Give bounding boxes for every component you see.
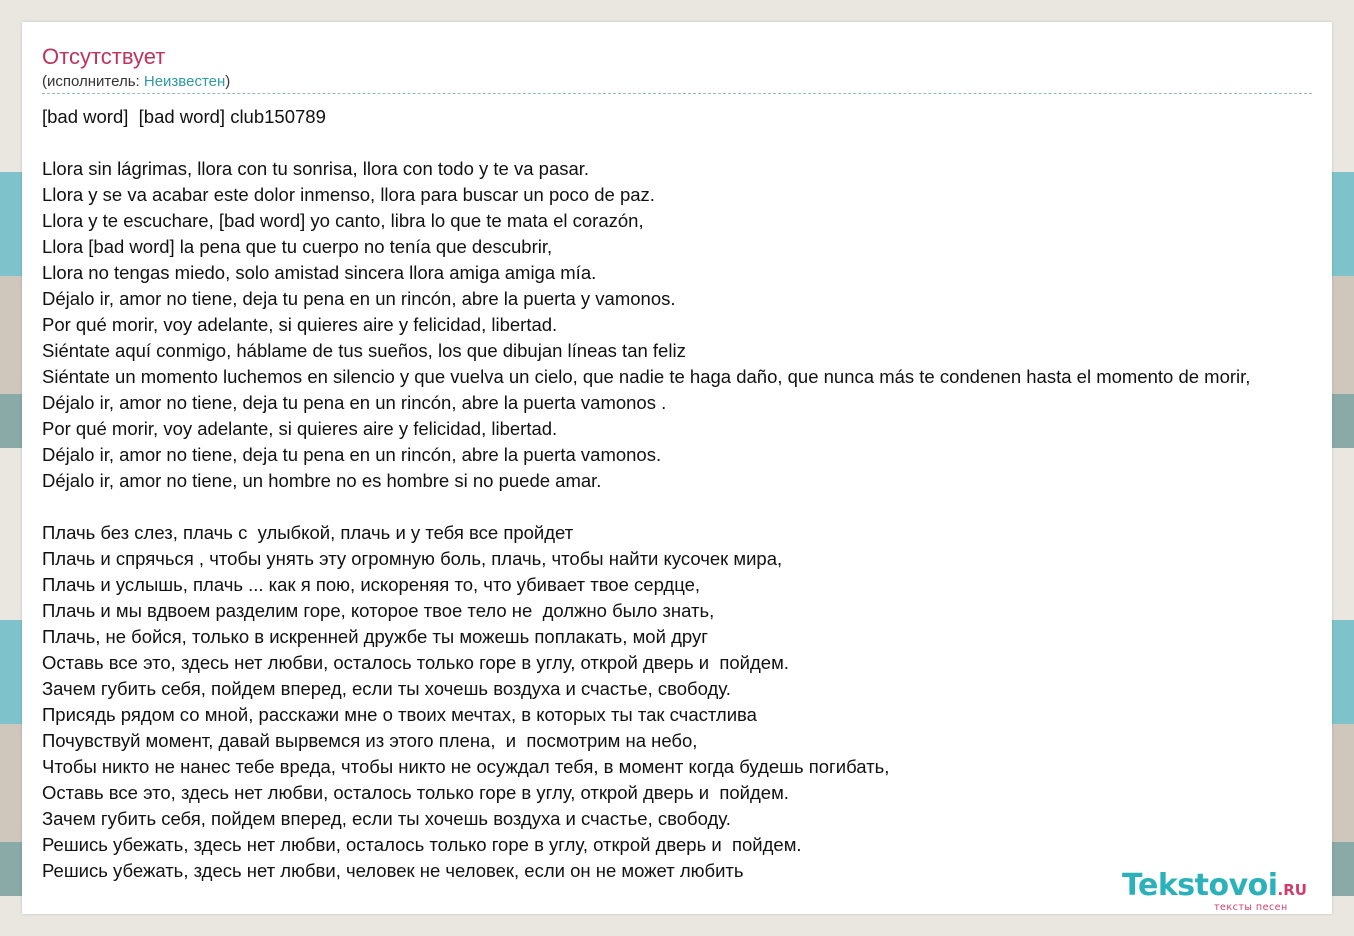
lyric-line: Почувствуй момент, давай вырвемся из этого плена, и посмотрим на небо,: [42, 730, 698, 751]
lyric-line: Siéntate aquí conmigo, háblame de tus sueños, los que dibujan líneas tan feliz: [42, 340, 686, 361]
song-title: Отсутствует: [42, 44, 166, 69]
lyric-line: Решись убежать, здесь нет любви, осталось только горе в углу, открой дверь и пойдем.: [42, 834, 802, 855]
artist-prefix: (исполнитель:: [42, 73, 144, 90]
lyric-line: Llora y se va acabar este dolor inmenso, llora para buscar un poco de paz.: [42, 184, 655, 205]
lyric-line: Плачь без слез, плачь с улыбкой, плачь и у тебя все пройдет: [42, 522, 574, 543]
lyric-line: Плачь и услышь, плачь ... как я пою, искореняя то, что убивает твое сердце,: [42, 574, 701, 595]
lyric-line: Плачь и мы вдвоем разделим горе, которое твое тело не должно было знать,: [42, 600, 715, 621]
artist-suffix: ): [225, 73, 231, 90]
lyric-line: Llora [bad word] la pena que tu cuerpo no tenía que descubrir,: [42, 236, 553, 257]
lyric-line: Зачем губить себя, пойдем вперед, если ты хочешь воздуха и счастье, свободу.: [42, 678, 731, 699]
lyric-line: Llora sin lágrimas, llora con tu sonrisa, llora con todo y te va pasar.: [42, 158, 590, 179]
lyric-line: Llora y te escuchare, [bad word] yo canto, libra lo que te mata el corazón,: [42, 210, 644, 231]
lyric-line: [bad word] [bad word] club150789: [42, 106, 326, 127]
lyric-line: Déjalo ir, amor no tiene, deja tu pena en un rincón, abre la puerta y vamonos.: [42, 288, 676, 309]
title-divider: [42, 93, 1312, 94]
lyric-line: Déjalo ir, amor no tiene, deja tu pena en un rincón, abre la puerta vamonos.: [42, 444, 662, 465]
lyrics-card: [22, 22, 1332, 914]
lyric-line: [42, 494, 1332, 520]
artist-line: [42, 73, 230, 90]
logo-wordmark: Tekstovoi: [1122, 868, 1278, 903]
lyric-line: Por qué morir, voy adelante, si quieres aire y felicidad, libertad.: [42, 314, 558, 335]
lyric-line: Плачь и спрячься , чтобы унять эту огромную боль, плачь, чтобы найти кусочек мира,: [42, 548, 783, 569]
lyric-line: Déjalo ir, amor no tiene, deja tu pena en un rincón, abre la puerta vamonos .: [42, 392, 667, 413]
logo-tld: .RU: [1277, 881, 1307, 899]
lyric-line: Por qué morir, voy adelante, si quieres aire y felicidad, libertad.: [42, 418, 558, 439]
lyric-line: [42, 130, 1332, 156]
lyrics-text: [42, 104, 1332, 884]
logo-tagline: тексты песен: [1214, 902, 1288, 913]
lyric-line: Siéntate un momento luchemos en silencio y que vuelva un cielo, que nadie te haga daño, que nunca más te condenen hasta el momento de morir,: [42, 366, 1251, 387]
site-logo[interactable]: [1122, 868, 1307, 913]
lyric-line: Плачь, не бойся, только в искренней дружбе ты можешь поплакать, мой друг: [42, 626, 708, 647]
lyric-line: Оставь все это, здесь нет любви, осталось только горе в углу, открой дверь и пойдем.: [42, 782, 789, 803]
lyric-line: Чтобы никто не нанес тебе вреда, чтобы никто не осуждал тебя, в момент когда будешь погибать,: [42, 756, 890, 777]
lyric-line: Зачем губить себя, пойдем вперед, если ты хочешь воздуха и счастье, свободу.: [42, 808, 731, 829]
lyric-line: Déjalo ir, amor no tiene, un hombre no es hombre si no puede amar.: [42, 470, 602, 491]
lyric-line: Llora no tengas miedo, solo amistad sincera llora amiga amiga mía.: [42, 262, 597, 283]
lyric-line: Присядь рядом со мной, расскажи мне о твоих мечтах, в которых ты так счастлива: [42, 704, 757, 725]
lyric-line: Решись убежать, здесь нет любви, человек не человек, если он не может любить: [42, 860, 744, 881]
artist-link[interactable]: Неизвестен: [143, 73, 226, 90]
lyric-line: Оставь все это, здесь нет любви, осталось только горе в углу, открой дверь и пойдем.: [42, 652, 789, 673]
